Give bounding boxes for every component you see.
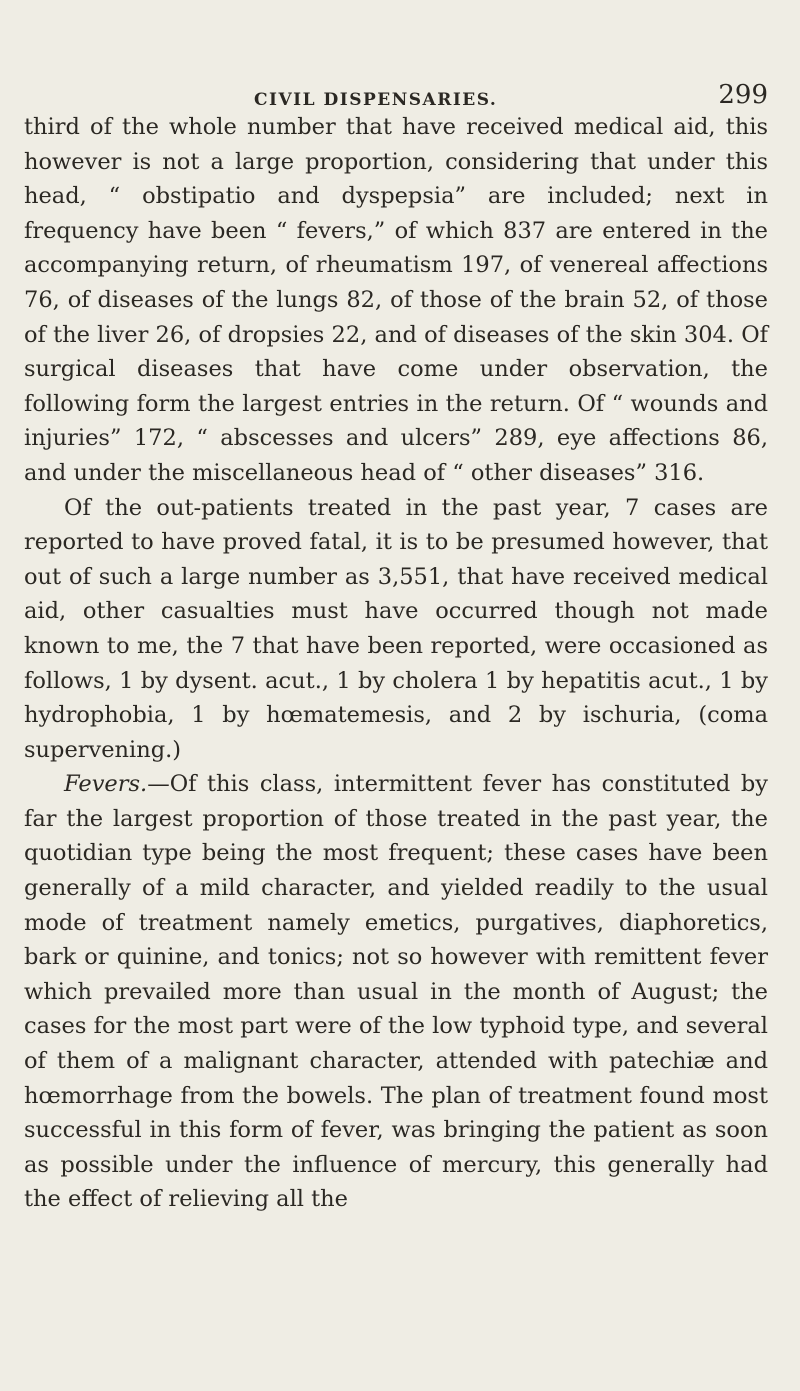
page-number: 299 — [718, 80, 768, 110]
paragraph-out-patients — [24, 491, 768, 768]
header-title: CIVIL DISPENSARIES. — [254, 90, 498, 110]
paragraph-text: —Of this class, intermittent fever has constituted by far the largest proportion of those treated in the past year, the quotidian type being the most frequent; these cases have been generally of a mild character, and yielded readily to the usual mode of treatment namely emetics, purgatives, diaphoretics, bark or quinine, and tonics; not so however with remittent fever which prevailed more than usual in the month of August; the cases for the most part were of the low typhoid type, and several of them of a malignant character, attended with patechiæ and hœmorrhage from the bowels. The plan of treatment found most successful in this form of fever, was bringing the patient as soon as possible under the influence of mercury, this generally had the effect of relieving all the — [24, 771, 768, 1213]
paragraph-text: Of the out-patients treated in the past year, 7 cases are reported to have proved fatal, it is to be presumed however, that out of such a large number as 3,551, that have received medical aid, other casualties must have occurred though not made known to me, the 7 that have been reported, were occasioned as follows, 1 by dysent. acut., 1 by cholera 1 by hepatitis acut., 1 by hydrophobia, 1 by hœmatemesis, and 2 by ischuria, (coma supervening.) — [24, 494, 768, 763]
paragraph-fevers — [24, 767, 768, 1217]
body-text — [24, 110, 768, 1217]
paragraph-text: third of the whole number that have received medical aid, this however is not a large proportion, considering that under this head, “ obstipatio and dyspepsia” are included; next in frequency have been “ fevers,” of which 837 are entered in the accompanying return, of rheumatism 197, of venereal affections 76, of diseases of the lungs 82, of those of the brain 52, of those of the liver 26, of dropsies 22, and of diseases of the skin 304. Of surgical diseases that have come under observation, the following form the largest entries in the return. Of “ wounds and injuries” 172, “ abscesses and ulcers” 289, eye affections 86, and under the miscellaneous head of “ other diseases” 316. — [24, 114, 768, 486]
paragraph-continuation — [24, 110, 768, 491]
paragraph-lead-in: Fevers. — [64, 771, 148, 798]
